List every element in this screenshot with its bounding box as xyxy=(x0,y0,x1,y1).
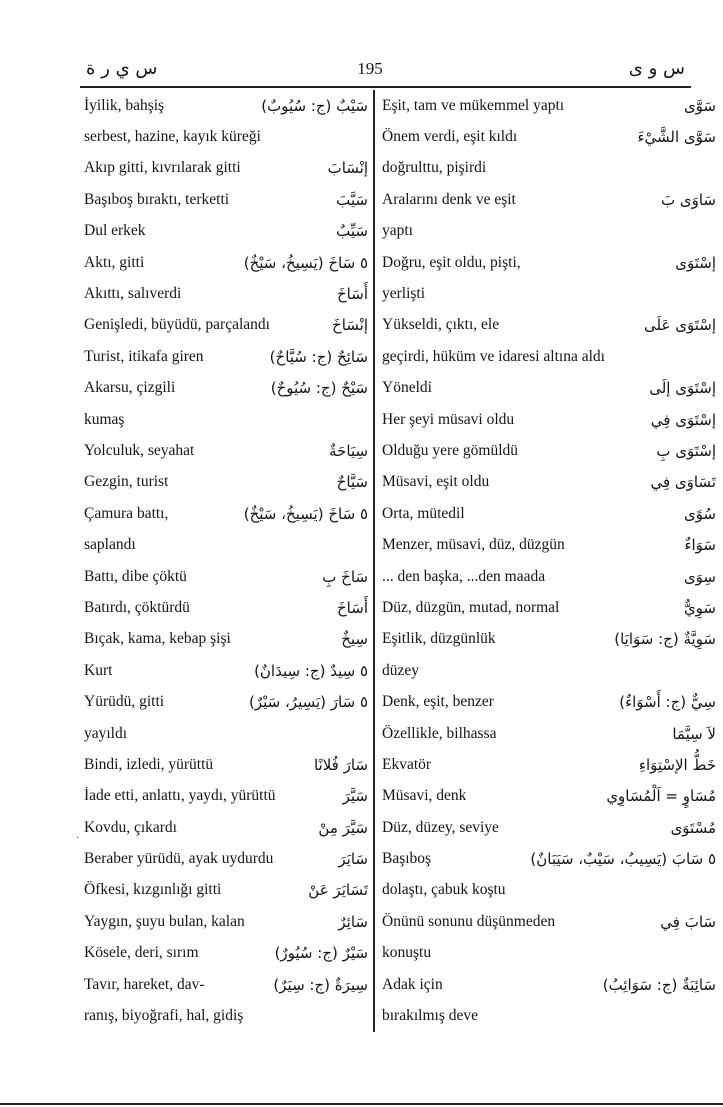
turkish-definition: Düz, düzey, seviye xyxy=(382,818,499,836)
turkish-definition: Bıçak, kama, kebap şişi xyxy=(84,630,231,648)
arabic-headword: سِيَاحَةٌ xyxy=(329,441,368,460)
turkish-definition: yayıldı xyxy=(84,724,128,742)
dictionary-entry xyxy=(382,969,716,1000)
turkish-definition: ranış, biyoğrafi, hal, gidiş xyxy=(84,1007,244,1025)
dictionary-entry xyxy=(84,90,368,121)
turkish-definition: Denk, eşit, benzer xyxy=(382,693,494,711)
dictionary-entry xyxy=(84,906,368,937)
dictionary-entry xyxy=(382,310,716,341)
turkish-definition: Beraber yürüdü, ayak uydurdu xyxy=(84,850,274,868)
dictionary-entry xyxy=(382,1000,716,1031)
arabic-headword: لاَ سِيَّمَا xyxy=(672,724,716,743)
arabic-headword: سَائِحٌ (ج: سُيَّاحٌ) xyxy=(269,347,368,366)
dictionary-entry xyxy=(382,467,716,498)
left-column xyxy=(84,90,368,1032)
arabic-headword: سَوِيٌّ xyxy=(683,598,716,617)
arabic-headword: إسْتَوَى بِ xyxy=(656,441,716,460)
dictionary-entry xyxy=(382,718,716,749)
dictionary-entry xyxy=(382,561,716,592)
turkish-definition: doğrulttu, pişirdi xyxy=(382,159,487,177)
dictionary-entry xyxy=(84,718,368,749)
turkish-definition: Orta, mütedil xyxy=(382,504,465,522)
dictionary-entry xyxy=(84,812,368,843)
dictionary-entry xyxy=(84,843,368,874)
dictionary-entry xyxy=(382,624,716,655)
arabic-headword: ٥ سَاخَ (يَسِيخُ، سَيْخٌ) xyxy=(243,253,368,272)
dictionary-entry xyxy=(382,875,716,906)
turkish-definition: Çamura battı, xyxy=(84,504,169,522)
dictionary-entry xyxy=(84,404,368,435)
arabic-headword: سَيْبٌ (ج: سُيُوبٌ) xyxy=(261,96,368,115)
dictionary-entry xyxy=(382,592,716,623)
arabic-headword: سِيخٌ xyxy=(341,630,368,649)
dictionary-entry xyxy=(382,749,716,780)
turkish-definition: dolaştı, çabuk koştu xyxy=(382,881,506,899)
turkish-definition: Doğru, eşit oldu, pişti, xyxy=(382,253,521,271)
turkish-definition: Batırdı, çöktürdü xyxy=(84,598,190,616)
dictionary-entry xyxy=(84,686,368,717)
arabic-headword: إسْتَوَى فِي xyxy=(650,410,716,429)
turkish-definition: geçirdi, hüküm ve idaresi altına aldı xyxy=(382,347,605,365)
dictionary-entry xyxy=(84,153,368,184)
arabic-headword: سِيٌّ (ج: أَسْوَاءٌ) xyxy=(619,693,716,712)
turkish-definition: konuştu xyxy=(382,944,432,962)
arabic-headword: إسْتَوَى إلَى xyxy=(649,379,716,398)
turkish-definition: Akıttı, salıverdi xyxy=(84,285,182,303)
dictionary-entry xyxy=(84,435,368,466)
arabic-headword: سَاخَ بِ xyxy=(322,567,368,586)
dictionary-entry xyxy=(84,278,368,309)
turkish-definition: İade etti, anlattı, yaydı, yürüttü xyxy=(84,787,276,805)
dictionary-entry xyxy=(84,1000,368,1031)
turkish-definition: Gezgin, turist xyxy=(84,473,169,491)
turkish-definition: Yürüdü, gitti xyxy=(84,693,165,711)
arabic-headword: سَيْحٌ (ج: سُيُوحٌ) xyxy=(270,379,368,398)
dictionary-entry xyxy=(84,529,368,560)
arabic-headword: سَيَّرَ مِنْ xyxy=(318,818,368,837)
turkish-definition: serbest, hazine, kayık küreği xyxy=(84,128,261,146)
dictionary-entry xyxy=(382,938,716,969)
turkish-definition: düzey xyxy=(382,661,420,679)
arabic-headword: تَسَايَرَ عَنْ xyxy=(308,881,368,900)
turkish-definition: Akıp gitti, kıvrılarak gitti xyxy=(84,159,241,177)
turkish-definition: Eşitlik, düzgünlük xyxy=(382,630,496,648)
arabic-headword: ٥ سَارَ (يَسِيرُ، سَيْرٌ) xyxy=(248,693,368,712)
arabic-headword: سِيرَةٌ (ج: سِيَرٌ) xyxy=(273,975,368,994)
dictionary-entry xyxy=(382,341,716,372)
arabic-headword: سَيَّاحٌ xyxy=(336,473,368,492)
dictionary-entry xyxy=(382,655,716,686)
arabic-headword: ٥ سِيدٌ (ج: سِيدَانٌ) xyxy=(254,661,368,680)
turkish-definition: Dul erkek xyxy=(84,222,146,240)
dictionary-entry xyxy=(84,624,368,655)
turkish-definition: Önem verdi, eşit kıldı xyxy=(382,128,518,146)
turkish-definition: Battı, dibe çöktü xyxy=(84,567,187,585)
turkish-definition: yaptı xyxy=(382,222,413,240)
dictionary-entry xyxy=(382,843,716,874)
dictionary-entry xyxy=(382,906,716,937)
header-rule xyxy=(80,86,691,88)
arabic-headword: سَوَاءٌ xyxy=(684,536,716,555)
turkish-definition: Öfkesi, kızgınlığı gitti xyxy=(84,881,222,899)
turkish-definition: Bindi, izledi, yürüttü xyxy=(84,755,214,773)
turkish-definition: Yolculuk, seyahat xyxy=(84,441,195,459)
turkish-definition: Düz, düzgün, mutad, normal xyxy=(382,598,560,616)
dictionary-entry xyxy=(84,749,368,780)
arabic-headword: تَسَاوَى فِي xyxy=(650,473,716,492)
dictionary-entry xyxy=(84,498,368,529)
turkish-definition: Başıboş bıraktı, terketti xyxy=(84,190,230,208)
turkish-definition: Müsavi, denk xyxy=(382,787,467,805)
arabic-headword: سَوِيَّةٌ (ج: سَوَايَا) xyxy=(614,630,716,649)
dictionary-entry xyxy=(382,153,716,184)
dictionary-entry xyxy=(84,121,368,152)
arabic-headword: إسْتَوَى عَلَى xyxy=(644,316,716,335)
turkish-definition: Önünü sonunu düşünmeden xyxy=(382,912,556,930)
dictionary-entry xyxy=(382,247,716,278)
arabic-headword: ٥ سَابَ (يَسِيبُ، سَيْبٌ، سَيَبَانٌ) xyxy=(530,850,716,869)
turkish-definition: Olduğu yere gömüldü xyxy=(382,441,519,459)
dictionary-entry xyxy=(382,404,716,435)
turkish-definition: Her şeyi müsavi oldu xyxy=(382,410,515,428)
dictionary-entry xyxy=(382,812,716,843)
arabic-headword: سَاوَى بَ xyxy=(660,190,716,209)
right-column xyxy=(382,90,716,1032)
turkish-definition: Aralarını denk ve eşit xyxy=(382,190,516,208)
arabic-headword: سَوَّى xyxy=(683,96,716,115)
dictionary-entry xyxy=(84,592,368,623)
turkish-definition: Adak için xyxy=(382,975,443,993)
dictionary-entry xyxy=(84,373,368,404)
turkish-definition: Kurt xyxy=(84,661,113,679)
turkish-definition: Ekvatör xyxy=(382,755,432,773)
dictionary-entry xyxy=(382,216,716,247)
turkish-definition: Başıboş xyxy=(382,850,432,868)
turkish-definition: Genişledi, büyüdü, parçalandı xyxy=(84,316,270,334)
arabic-headword: إنْسَابَ xyxy=(327,159,368,178)
footer-rule xyxy=(0,1103,723,1105)
turkish-definition: ... den başka, ...den maada xyxy=(382,567,546,585)
turkish-definition: Yükseldi, çıktı, ele xyxy=(382,316,500,334)
header-left-letters: س ي ر ة xyxy=(86,58,158,79)
turkish-definition: saplandı xyxy=(84,536,136,554)
turkish-definition: Özellikle, bilhassa xyxy=(382,724,497,742)
arabic-headword: سِوَى xyxy=(683,567,716,586)
dictionary-entry xyxy=(382,90,716,121)
turkish-definition: Müsavi, eşit oldu xyxy=(382,473,490,491)
dictionary-entry xyxy=(382,184,716,215)
arabic-headword: أَسَاخَ xyxy=(337,598,368,617)
column-divider xyxy=(373,90,375,1032)
turkish-definition: Menzer, müsavi, düz, düzgün xyxy=(382,536,565,554)
arabic-headword: إنْسَاخَ xyxy=(332,316,368,335)
margin-mark: · xyxy=(76,833,80,844)
dictionary-entry xyxy=(84,561,368,592)
turkish-definition: Kovdu, çıkardı xyxy=(84,818,177,836)
arabic-headword: سَيَّبَ xyxy=(336,190,368,209)
arabic-headword: سَيْرٌ (ج: سُيُورٌ) xyxy=(274,944,368,963)
turkish-definition: Akarsu, çizgili xyxy=(84,379,176,397)
arabic-headword: مُسَاوٍ = اَلْمُسَاوِي xyxy=(606,787,716,806)
dictionary-entry xyxy=(84,216,368,247)
turkish-definition: Tavır, hareket, dav- xyxy=(84,975,205,993)
dictionary-entry xyxy=(382,121,716,152)
arabic-headword: سَيِّبٌ xyxy=(336,222,368,241)
dictionary-entry xyxy=(84,655,368,686)
arabic-headword: سَايَرَ xyxy=(338,850,368,869)
dictionary-entry xyxy=(382,278,716,309)
turkish-definition: İyilik, bahşiş xyxy=(84,96,165,114)
dictionary-entry xyxy=(84,875,368,906)
arabic-headword: سَوَّى الشَّيْءَ xyxy=(637,128,716,147)
dictionary-entry xyxy=(382,498,716,529)
dictionary-entry xyxy=(84,781,368,812)
arabic-headword: إسْتَوَى xyxy=(675,253,716,272)
dictionary-entry xyxy=(382,373,716,404)
arabic-headword: سَابَ فِي xyxy=(660,912,716,931)
turkish-definition: Yaygın, şuyu bulan, kalan xyxy=(84,912,245,930)
arabic-headword: سَارَ فُلانًا xyxy=(313,755,368,774)
turkish-definition: Turist, itikafa giren xyxy=(84,347,204,365)
dictionary-entry xyxy=(84,341,368,372)
dictionary-entry xyxy=(84,467,368,498)
dictionary-entry xyxy=(84,938,368,969)
dictionary-entry xyxy=(84,184,368,215)
dictionary-entry xyxy=(382,435,716,466)
turkish-definition: kumaş xyxy=(84,410,125,428)
turkish-definition: Aktı, gitti xyxy=(84,253,145,271)
dictionary-entry xyxy=(382,781,716,812)
arabic-headword: سَائِرٌ xyxy=(338,912,368,931)
dictionary-entry xyxy=(84,247,368,278)
arabic-headword: مُسْتَوَى xyxy=(670,818,716,837)
arabic-headword: سَيَّرَ xyxy=(342,787,368,806)
arabic-headword: ٥ سَاخَ (يَسِيخُ، سَيْخٌ) xyxy=(243,504,368,523)
dictionary-entry xyxy=(382,529,716,560)
dictionary-entry xyxy=(382,686,716,717)
arabic-headword: سَائِبَةٌ (ج: سَوَائِبُ) xyxy=(602,975,716,994)
dictionary-entry xyxy=(84,310,368,341)
dictionary-entry xyxy=(84,969,368,1000)
arabic-headword: خَطُّ الإسْتِوَاءِ xyxy=(638,755,716,774)
turkish-definition: Eşit, tam ve mükemmel yaptı xyxy=(382,96,565,114)
arabic-headword: سُوًى xyxy=(683,504,716,523)
page-number: 195 xyxy=(357,59,383,78)
turkish-definition: Yöneldi xyxy=(382,379,432,397)
header-right-letters: س و ى xyxy=(628,58,685,79)
arabic-headword: أَسَاخَ xyxy=(337,285,368,304)
turkish-definition: bırakılmış deve xyxy=(382,1007,478,1025)
turkish-definition: yerlişti xyxy=(382,285,426,303)
turkish-definition: Kösele, deri, sırım xyxy=(84,944,199,962)
